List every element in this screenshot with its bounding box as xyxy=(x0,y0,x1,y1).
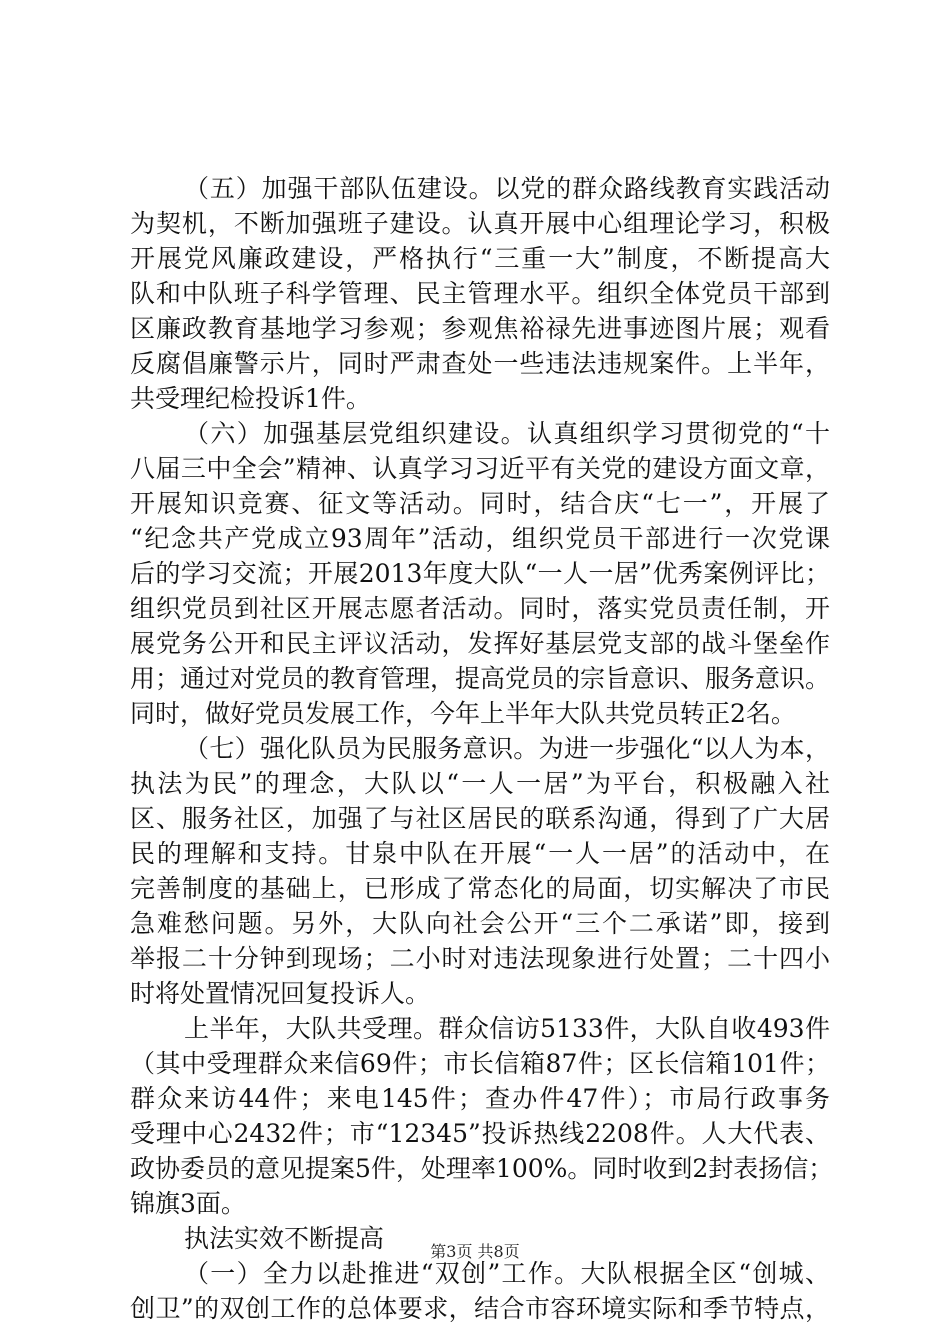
text-line: 区、服务社区，加强了与社区居民的联系沟通，得到了广大居 xyxy=(130,804,830,833)
text-line: 创卫”的双创工作的总体要求，结合市容环境实际和季节特点， xyxy=(130,1294,830,1323)
text-line: 区廉政教育基地学习参观；参观焦裕禄先进事迹图片展；观看 xyxy=(130,314,830,343)
text-line: 后的学习交流；开展2013年度大队“一人一居”优秀案例评比； xyxy=(130,559,830,588)
text-line: 上半年，大队共受理。群众信访5133件，大队自收493件 xyxy=(184,1014,830,1043)
page-footer: 第3页 共8页 xyxy=(430,1242,520,1261)
text-line: 同时，做好党员发展工作，今年上半年大队共党员转正2名。 xyxy=(130,699,796,728)
text-line: “纪念共产党成立93周年”活动，组织党员干部进行一次党课 xyxy=(130,524,830,553)
text-line: 受理中心2432件；市“12345”投诉热线2208件。人大代表、 xyxy=(130,1119,830,1148)
text-line: 开展党风廉政建设，严格执行“三重一大”制度，不断提高大 xyxy=(130,244,830,273)
text-line: 为契机，不断加强班子建设。认真开展中心组理论学习，积极 xyxy=(130,209,830,238)
text-line: 组织党员到社区开展志愿者活动。同时，落实党员责任制，开 xyxy=(130,594,830,623)
text-line: 八届三中全会”精神、认真学习习近平有关党的建设方面文章， xyxy=(130,454,830,483)
text-line: 时将处置情况回复投诉人。 xyxy=(130,979,431,1008)
text-line: （七）强化队员为民服务意识。为进一步强化“以人为本， xyxy=(184,734,830,763)
text-line: 队和中队班子科学管理、民主管理水平。组织全体党员干部到 xyxy=(130,279,830,308)
text-line: 举报二十分钟到现场；二小时对违法现象进行处置；二十四小 xyxy=(130,944,830,973)
text-line: 群众来访44件；来电145件；查办件47件）；市局行政事务 xyxy=(130,1084,830,1113)
text-line: 执法为民”的理念，大队以“一人一居”为平台，积极融入社 xyxy=(130,769,830,798)
text-line: 反腐倡廉警示片，同时严肃查处一些违法违规案件。上半年， xyxy=(130,349,830,378)
text-line: 执法实效不断提高 xyxy=(184,1224,385,1253)
text-line: （六）加强基层党组织建设。认真组织学习贯彻党的“十 xyxy=(184,419,830,448)
text-line: 共受理纪检投诉1件。 xyxy=(130,384,371,413)
text-line: （一）全力以赴推进“双创”工作。大队根据全区“创城、 xyxy=(184,1259,830,1288)
text-line: 完善制度的基础上，已形成了常态化的局面，切实解决了市民 xyxy=(130,874,830,903)
text-line: 政协委员的意见提案5件，处理率100%。同时收到2封表扬信； xyxy=(130,1154,834,1183)
text-line: （其中受理群众来信69件；市长信箱87件；区长信箱101件； xyxy=(130,1049,830,1078)
text-line: 民的理解和支持。甘泉中队在开展“一人一居”的活动中，在 xyxy=(130,839,830,868)
text-line: （五）加强干部队伍建设。以党的群众路线教育实践活动 xyxy=(184,174,830,203)
text-line: 开展知识竞赛、征文等活动。同时，结合庆“七一”，开展了 xyxy=(130,489,830,518)
text-line: 急难愁问题。另外，大队向社会公开“三个二承诺”即，接到 xyxy=(130,909,830,938)
text-line: 锦旗3面。 xyxy=(130,1189,246,1218)
text-line: 用；通过对党员的教育管理，提高党员的宗旨意识、服务意识。 xyxy=(130,664,831,693)
body-text xyxy=(130,171,834,1326)
text-line: 展党务公开和民主评议活动，发挥好基层党支部的战斗堡垒作 xyxy=(130,629,830,658)
